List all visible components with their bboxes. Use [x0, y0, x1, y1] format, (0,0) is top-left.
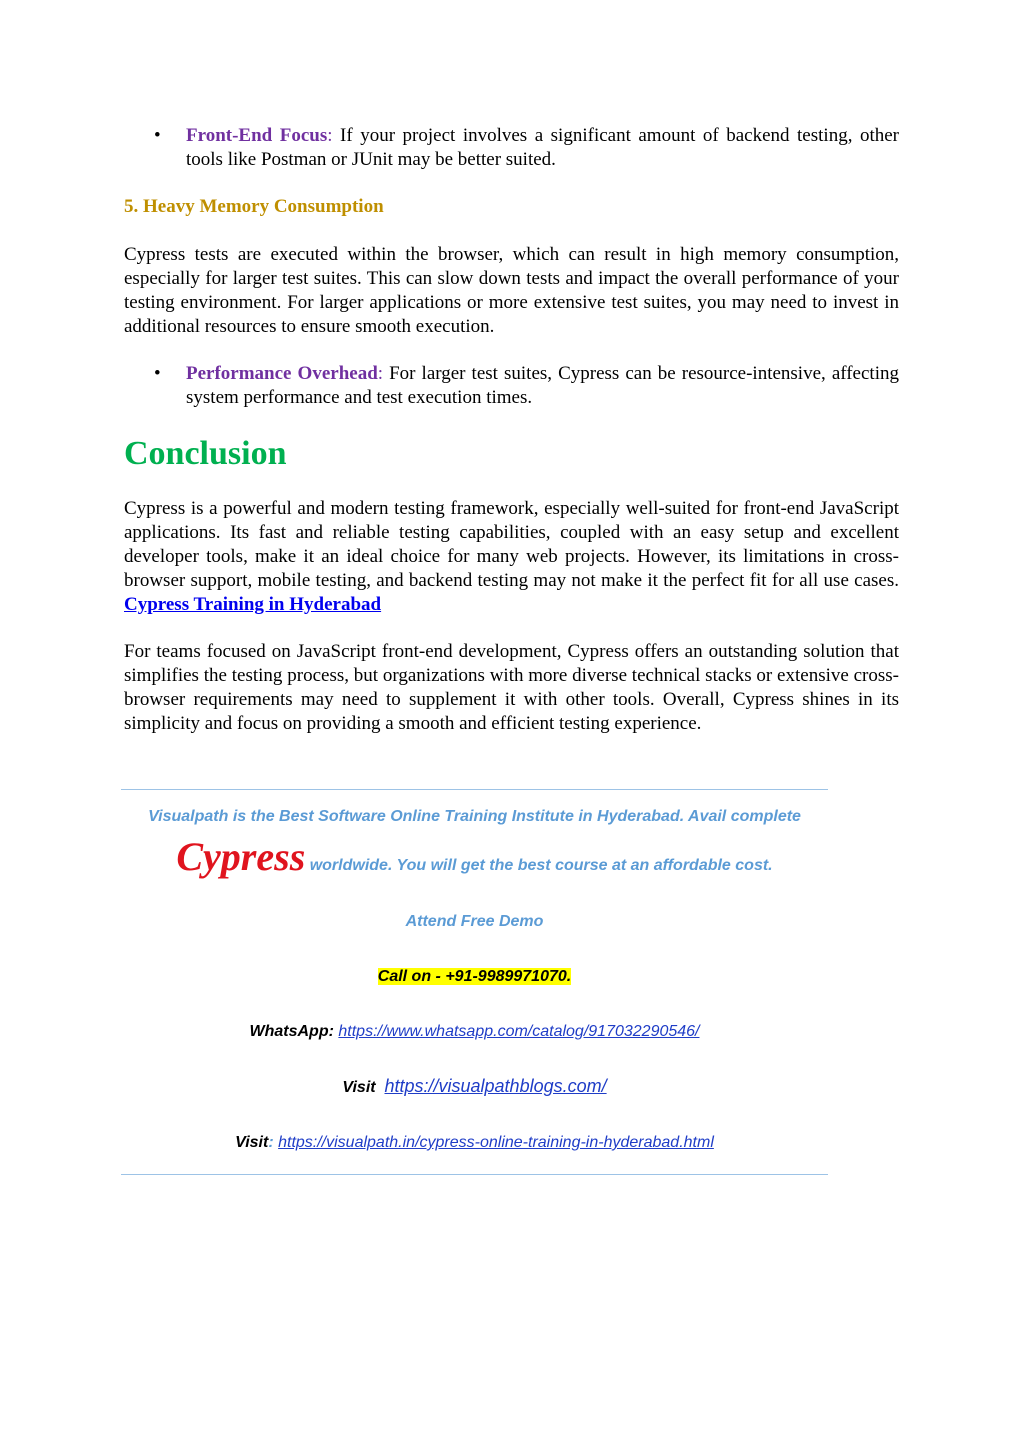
memory-paragraph: Cypress tests are executed within the browser, which can result in high memory consumption, especially for larger test suites. This can slow down tests and impact the overall performance of your testing environment. For larger applications or more extensive test suites, you may need to invest in additional resources to ensure smooth execution.: [124, 244, 899, 337]
bullet-text: For larger test suites, Cypress can be resource-intensive, affecting system performance and test execution times.: [186, 363, 899, 408]
divider-top: [121, 789, 828, 790]
whatsapp-line: [121, 1023, 828, 1041]
conclusion-paragraph-1-block: [124, 497, 899, 617]
visualpath-blogs-link[interactable]: https://visualpathblogs.com/: [384, 1076, 607, 1096]
course-page-link[interactable]: https://visualpath.in/cypress-online-training-in-hyderabad.html: [278, 1134, 714, 1151]
conclusion-paragraph-2: For teams focused on JavaScript front-end development, Cypress offers an outstanding solution that simplifies the testing process, but organizations with more diverse technical stacks or extensive cross-browser requirements may need to supplement it with other tools. Overall, Cypress shines in its simplicity and focus on providing a smooth and efficient testing experience.: [124, 641, 899, 734]
whatsapp-label: WhatsApp:: [249, 1023, 339, 1040]
bullet-paragraph: [186, 124, 899, 172]
conclusion-text-1: Cypress is a powerful and modern testing framework, especially well-suited for front-end JavaScript applications. Its fast and reliable testing capabilities, coupled with an easy setup and excellent developer tools, make it an ideal choice for many web projects. However, its limitations in cross-browser support, mobile testing, and backend testing may not make it the perfect fit for all use cases.: [124, 498, 899, 591]
bullet-front-end-focus: [124, 124, 899, 172]
promo-line-2: [121, 832, 828, 891]
visit-label: Visit: [342, 1079, 376, 1096]
memory-paragraph-block: [124, 243, 899, 339]
bullet-term: Front-End Focus: [186, 125, 328, 146]
bullet-colon: :: [327, 125, 333, 146]
divider-bottom: [121, 1174, 828, 1175]
attend-demo-text: Attend Free Demo: [405, 913, 544, 930]
visit-colon: :: [268, 1134, 279, 1151]
bullet-dot: •: [154, 125, 161, 146]
bullet-performance-overhead: [124, 362, 899, 410]
section-heading-memory: 5. Heavy Memory Consumption: [124, 196, 384, 217]
call-line: [121, 968, 828, 986]
promo-line-2-text: worldwide. You will get the best course at an affordable cost.: [305, 857, 773, 874]
conclusion-heading: Conclusion: [124, 435, 287, 472]
cypress-training-link[interactable]: Cypress Training in Hyderabad: [124, 594, 382, 615]
whatsapp-link[interactable]: https://www.whatsapp.com/catalog/917032290546/: [338, 1023, 700, 1040]
visit-course-line: [121, 1134, 828, 1152]
bullet-dot: •: [154, 363, 161, 384]
brand-cypress: Cypress: [176, 834, 306, 879]
bullet-term: Performance Overhead: [186, 363, 378, 384]
bullet-colon: :: [377, 363, 384, 384]
bullet-paragraph: [186, 362, 899, 410]
promo-line-1: Visualpath is the Best Software Online Training Institute in Hyderabad. Avail complete: [148, 808, 801, 825]
conclusion-paragraph-2-block: [124, 640, 899, 736]
bullet-text: If your project involves a significant amount of backend testing, other tools like Postman or JUnit may be better suited.: [186, 125, 899, 170]
call-number: Call on - +91-9989971070.: [377, 968, 572, 985]
conclusion-paragraph-1: [124, 497, 899, 617]
visit-blog-line: [121, 1076, 828, 1097]
visit-label: Visit: [235, 1134, 269, 1151]
